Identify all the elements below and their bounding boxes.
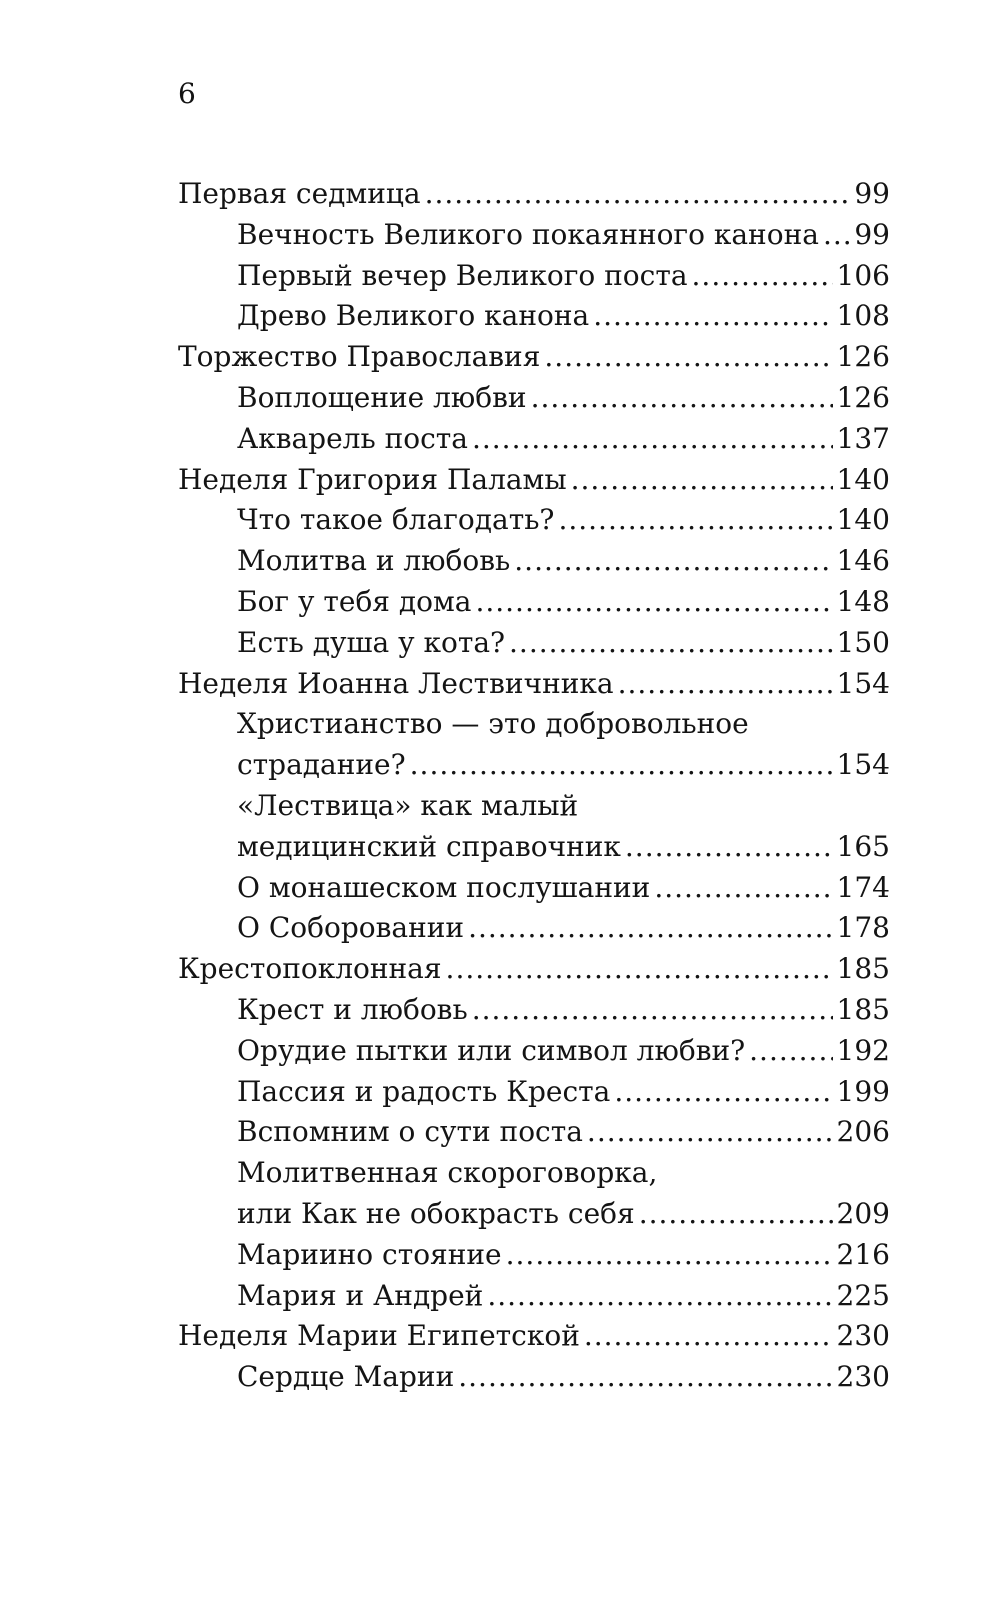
toc-title: Воплощение любви: [237, 380, 527, 414]
toc-entry: [178, 582, 890, 623]
toc-page-number: 99: [854, 177, 890, 210]
toc-entry: [178, 623, 890, 664]
toc-title: Молитва и любовь: [237, 544, 511, 578]
toc-entry: [178, 1194, 890, 1235]
toc-entry: [178, 827, 890, 868]
toc-entry: [178, 868, 890, 909]
toc-leader-dots: [446, 949, 833, 990]
toc-entry: [178, 704, 890, 745]
toc-leader-dots: [475, 582, 832, 623]
toc-title: или Как не обокрасть себя: [237, 1196, 635, 1230]
toc-title: Бог у тебя дома: [237, 584, 472, 618]
toc-title: Что такое благодать?: [237, 503, 555, 537]
toc-title: Орудие пытки или символ любви?: [237, 1033, 746, 1067]
toc-page-number: 150: [836, 625, 890, 659]
toc-page-number: 165: [836, 829, 890, 863]
toc-leader-dots: [558, 500, 832, 541]
toc-title: медицинский справочник: [237, 829, 621, 863]
toc-leader-dots: [639, 1194, 833, 1235]
toc-leader-dots: [614, 1072, 832, 1113]
toc-entry: [178, 541, 890, 582]
toc-leader-dots: [625, 827, 833, 868]
toc-leader-dots: [749, 1031, 832, 1072]
toc-page-number: 137: [836, 421, 890, 455]
toc-title: О монашеском послушании: [237, 870, 651, 904]
toc-entry: [178, 786, 890, 827]
toc-leader-dots: [487, 1276, 832, 1317]
toc-title: Первый вечер Великого поста: [237, 258, 688, 292]
toc-page-number: 140: [836, 462, 890, 496]
toc-page-number: 192: [836, 1033, 890, 1067]
toc-leader-dots: [472, 419, 833, 460]
toc-page-number: 108: [836, 299, 890, 333]
toc-entry: [178, 215, 890, 256]
toc-leader-dots: [506, 1235, 833, 1276]
toc-page-number: 230: [836, 1360, 890, 1394]
toc-entry: [178, 745, 890, 786]
toc-title: О Соборовании: [237, 911, 465, 945]
toc-entry: [178, 419, 890, 460]
toc-page-number: 216: [836, 1237, 890, 1271]
toc-title: Мариино стояние: [237, 1237, 502, 1271]
toc-leader-dots: [823, 215, 850, 256]
toc-section: [178, 664, 890, 705]
toc-leader-dots: [531, 378, 833, 419]
toc-title: Крест и любовь: [237, 992, 468, 1026]
toc-entry: [178, 1153, 890, 1194]
toc-page-number: 230: [836, 1319, 890, 1353]
toc-entry: [178, 1235, 890, 1276]
toc-entry: [178, 990, 890, 1031]
toc-page-number: 99: [854, 217, 890, 251]
toc-leader-dots: [458, 1357, 832, 1398]
toc-title: Акварель поста: [237, 421, 468, 455]
toc-page-number: 154: [836, 666, 890, 700]
toc-leader-dots: [410, 745, 833, 786]
toc-leader-dots: [425, 174, 851, 215]
toc-leader-dots: [692, 256, 833, 297]
toc-section: [178, 1316, 890, 1357]
toc-page-number: 174: [836, 870, 890, 904]
toc-entry: [178, 1072, 890, 1113]
toc-entry: [178, 256, 890, 297]
toc-title: Мария и Андрей: [237, 1278, 484, 1312]
toc-title: Неделя Григория Паламы: [178, 462, 567, 496]
toc-entry: [178, 1357, 890, 1398]
toc-title: Вспомним о сути поста: [237, 1115, 583, 1149]
toc-title: Древо Великого канона: [237, 299, 590, 333]
toc-section: [178, 337, 890, 378]
toc-leader-dots: [468, 908, 832, 949]
toc-leader-dots: [593, 296, 832, 337]
toc-title: Христианство — это добровольное: [237, 707, 749, 741]
toc-page-number: 126: [836, 340, 890, 374]
toc-leader-dots: [514, 541, 832, 582]
toc-entry: [178, 1031, 890, 1072]
toc-leader-dots: [509, 623, 833, 664]
toc-title: страдание?: [237, 748, 406, 782]
toc-leader-dots: [571, 460, 833, 501]
toc-title: Вечность Великого покаянного канона: [237, 217, 819, 251]
toc-title: Пассия и радость Креста: [237, 1074, 611, 1108]
toc-page-number: 225: [836, 1278, 890, 1312]
toc-entry: [178, 1276, 890, 1317]
toc-page-number: 140: [836, 503, 890, 537]
toc-page-number: 209: [836, 1196, 890, 1230]
toc-page-number: 148: [836, 584, 890, 618]
table-of-contents: [178, 174, 890, 1398]
toc-title: Сердце Марии: [237, 1360, 455, 1394]
toc-page-number: 206: [836, 1115, 890, 1149]
toc-page-number: 126: [836, 380, 890, 414]
toc-entry: [178, 1112, 890, 1153]
toc-entry: [178, 378, 890, 419]
toc-entry: [178, 500, 890, 541]
toc-leader-dots: [584, 1316, 833, 1357]
toc-title: Неделя Иоанна Лествичника: [178, 666, 614, 700]
page-number: 6: [178, 77, 196, 110]
toc-title: Торжество Православия: [178, 340, 541, 374]
toc-title: «Лествица» как малый: [237, 788, 579, 822]
toc-leader-dots: [544, 337, 832, 378]
toc-title: Есть душа у кота?: [237, 625, 506, 659]
toc-title: Неделя Марии Египетской: [178, 1319, 580, 1353]
toc-title: Крестопоклонная: [178, 952, 442, 986]
toc-section: [178, 460, 890, 501]
toc-page-number: 146: [836, 544, 890, 578]
toc-title: Молитвенная скороговорка,: [237, 1156, 658, 1190]
toc-entry: [178, 908, 890, 949]
toc-title: Первая седмица: [178, 177, 421, 210]
toc-page-number: 199: [836, 1074, 890, 1108]
toc-section: [178, 949, 890, 990]
toc-page-number: 178: [836, 911, 890, 945]
toc-page-number: 154: [836, 748, 890, 782]
toc-leader-dots: [618, 664, 833, 705]
toc-entry: [178, 296, 890, 337]
toc-leader-dots: [472, 990, 833, 1031]
toc-page-number: 185: [836, 952, 890, 986]
toc-leader-dots: [587, 1112, 833, 1153]
toc-page-number: 106: [836, 258, 890, 292]
toc-leader-dots: [654, 868, 832, 909]
toc-section: [178, 174, 890, 215]
toc-page-number: 185: [836, 992, 890, 1026]
